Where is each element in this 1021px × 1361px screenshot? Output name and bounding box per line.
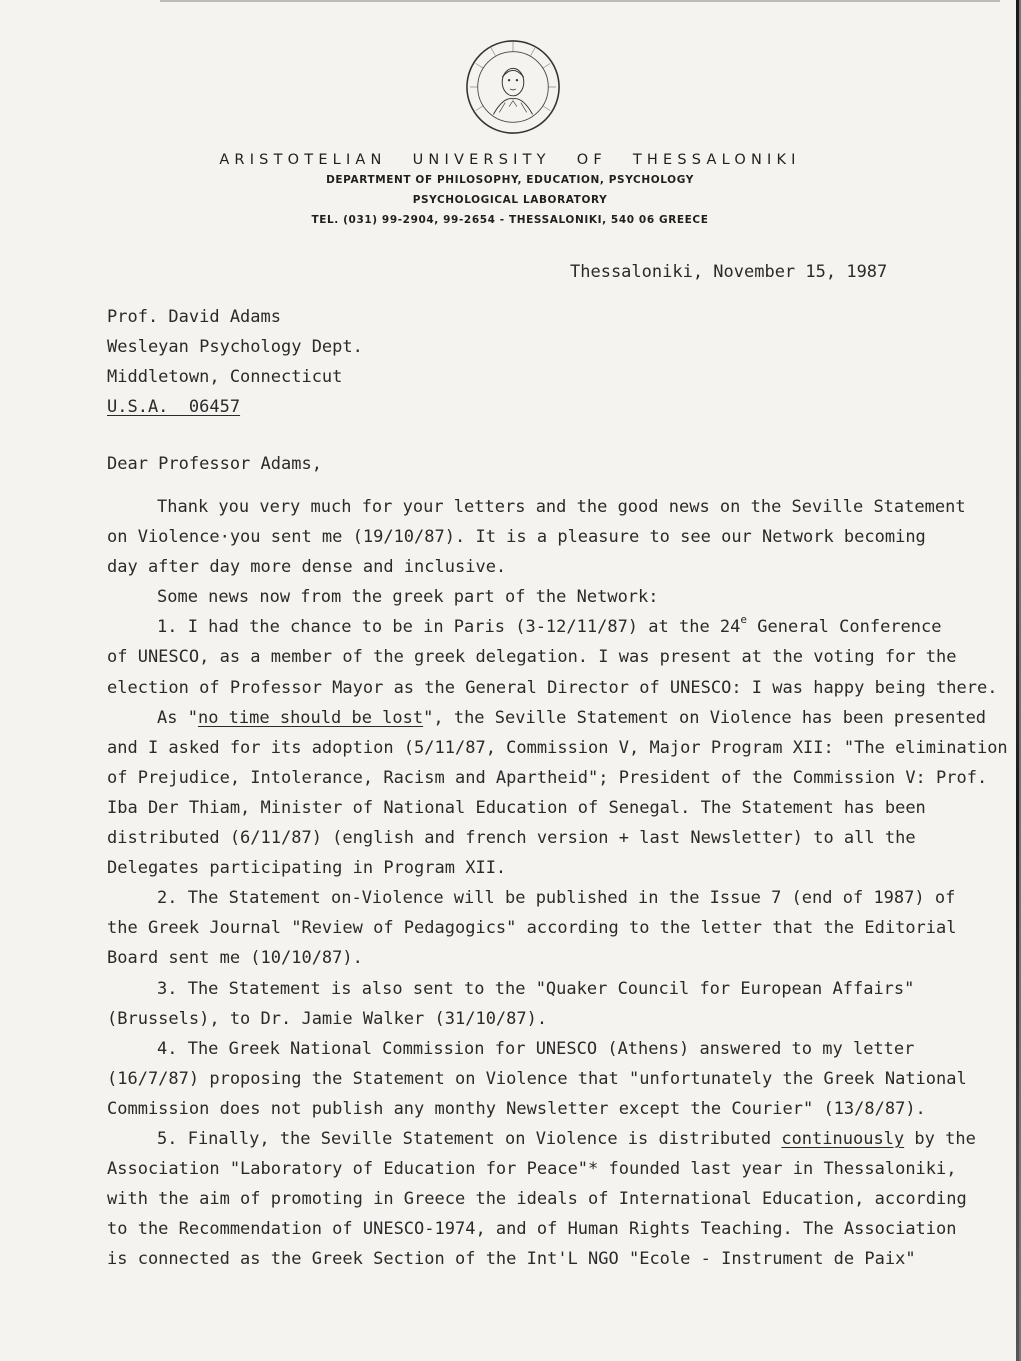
paragraph-line: the Greek Journal "Review of Pedagogics" according to the letter that the Editorial [107,918,957,939]
department-line: DEPARTMENT OF PHILOSOPHY, EDUCATION, PSYCHOLOGY [326,174,694,186]
letter-date: Thessaloniki, November 15, 1987 [570,262,888,282]
paragraph-line: distributed (6/11/87) (english and french version + last Newsletter) to all the [107,828,916,849]
paragraph-line: 3. The Statement is also sent to the "Quaker Council for European Affairs" [157,978,915,999]
recipient-name: Prof. David Adams [107,307,281,327]
paragraph-line: to the Recommendation of UNESCO-1974, and of Human Rights Teaching. The Association [107,1219,957,1240]
salutation: Dear Professor Adams, [107,454,322,474]
paragraph-line: Iba Der Thiam, Minister of National Education of Senegal. The Statement has been [107,797,926,818]
paragraph-line: Commission does not publish any monthy Newsletter except the Courier" (13/8/87). [107,1098,926,1119]
paragraph-line: of UNESCO, as a member of the greek delegation. I was present at the voting for the [107,647,957,668]
underlined-phrase: no time should be lost [197,707,424,728]
university-name: ARISTOTELIAN UNIVERSITY OF THESSALONIKI [219,152,801,168]
paragraph-line: of Prejudice, Intolerance, Racism and Apartheid"; President of the Commission V: Prof. [107,767,988,788]
paragraph-line: Board sent me (10/10/87). [107,948,363,969]
paragraph-line: with the aim of promoting in Greece the ideals of International Education, according [107,1189,967,1210]
contact-line: TEL. (031) 99-2904, 99-2654 - THESSALONIKI, 540 06 GREECE [311,214,709,226]
letter-body [107,492,1008,1274]
paragraph-line: (Brussels), to Dr. Jamie Walker (31/10/87). [107,1008,548,1029]
paragraph-line: (16/7/87) proposing the Statement on Violence that "unfortunately the Greek National [107,1068,967,1089]
superscript: e [740,613,748,627]
recipient-dept: Wesleyan Psychology Dept. [107,337,363,357]
university-seal-icon [464,38,562,136]
paragraph-line: day after day more dense and inclusive. [107,557,507,578]
page-top-edge [160,0,1000,2]
paragraph-line: 2. The Statement on-Violence will be published in the Issue 7 (end of 1987) of [157,888,956,909]
underlined-word: continuously [781,1128,905,1149]
paragraph-line: on Violence·you sent me (19/10/87). It is a pleasure to see our Network becoming [107,527,926,548]
paragraph-line: is connected as the Greek Section of the Int'L NGO "Ecole - Instrument de Paix" [107,1249,916,1270]
paragraph-line: election of Professor Mayor as the General Director of UNESCO: I was happy being there. [107,677,998,698]
paragraph-line: and I asked for its adoption (5/11/87, Commission V, Major Program XII: "The elimination [107,737,1008,758]
letterhead [150,150,870,230]
recipient-country: U.S.A. 06457 [107,397,241,417]
recipient-address [107,302,363,422]
paragraph-line: Thank you very much for your letters and the good news on the Seville Statement [157,497,966,517]
paragraph-line: As "no time should be lost", the Seville Statement on Violence has been presented [157,707,987,728]
recipient-city: Middletown, Connecticut [107,367,343,387]
paragraph-line: Some news now from the greek part of the Network: [157,587,659,608]
paragraph-line: 5. Finally, the Seville Statement on Violence is distributed continuously by the [157,1128,976,1149]
paragraph-line: 4. The Greek National Commission for UNESCO (Athens) answered to my letter [157,1038,915,1059]
laboratory-line: PSYCHOLOGICAL LABORATORY [412,194,608,206]
paragraph-line: Association "Laboratory of Education for Peace"* founded last year in Thessaloniki, [107,1159,957,1180]
paragraph-line: Delegates participating in Program XII. [107,858,507,879]
paragraph-line: 1. I had the chance to be in Paris (3-12/11/87) at the 24e General Conference [157,613,942,638]
